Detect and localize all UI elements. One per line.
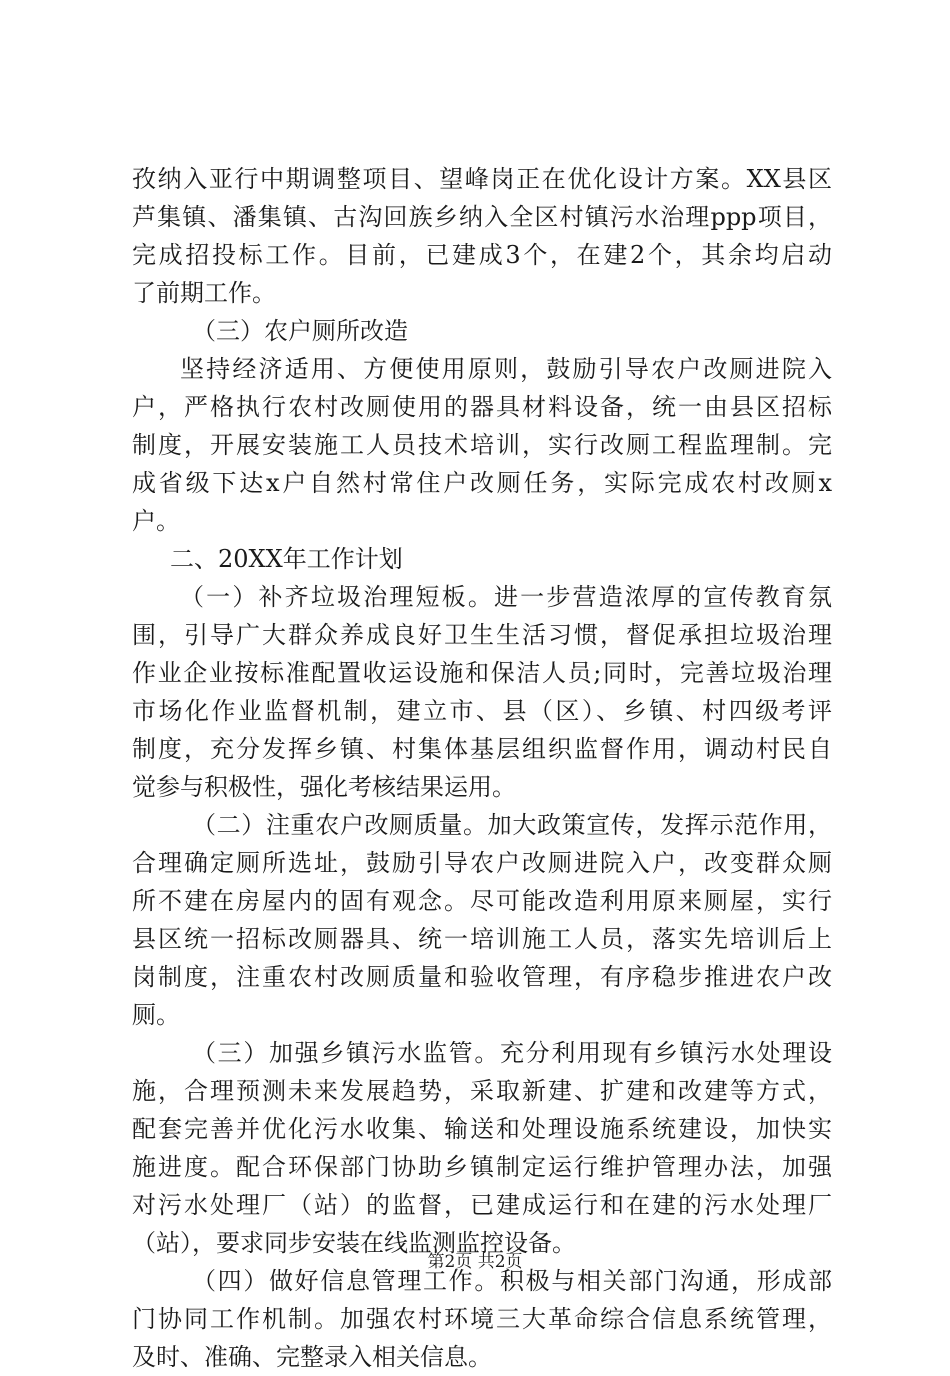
text-line: 县区统一招标改厕器具、统一培训施工人员，落实先培训后上 <box>132 925 832 953</box>
text-line: 配套完善并优化污水收集、输送和处理设施系统建设，加快实 <box>132 1115 832 1143</box>
text-line: 制度，充分发挥乡镇、村集体基层组织监督作用，调动村民自 <box>132 735 832 763</box>
text-line: 芦集镇、潘集镇、古沟回族乡纳入全区村镇污水治理ppp项目， <box>132 203 832 231</box>
text-line: 了前期工作。 <box>132 279 276 307</box>
text-line: 厕。 <box>132 1001 180 1029</box>
text-line: 完成招投标工作。目前，已建成3个，在建2个，其余均启动 <box>132 241 832 269</box>
text-line: 作业企业按标准配置收运设施和保洁人员;同时，完善垃圾治理 <box>132 659 832 687</box>
text-line: 施进度。配合环保部门协助乡镇制定运行维护管理办法，加强 <box>132 1153 832 1181</box>
text-line: 坚持经济适用、方便使用原则，鼓励引导农户改厕进院入 <box>180 355 832 383</box>
text-line: 所不建在房屋内的固有观念。尽可能改造利用原来厕屋，实行 <box>132 887 832 915</box>
page-footer: 第2页 共2页 <box>427 1252 523 1272</box>
text-line: 门协同工作机制。加强农村环境三大革命综合信息系统管理， <box>132 1305 832 1333</box>
text-line: （站），要求同步安装在线监测监控设备。 <box>132 1229 576 1257</box>
text-line: （三）加强乡镇污水监管。充分利用现有乡镇污水处理设 <box>192 1039 832 1067</box>
text-line: 围，引导广大群众养成良好卫生生活习惯，督促承担垃圾治理 <box>132 621 832 649</box>
document-body <box>132 160 832 1376</box>
text-line: （一）补齐垃圾治理短板。进一步营造浓厚的宣传教育氛 <box>180 583 832 611</box>
text-line: 合理确定厕所选址，鼓励引导农户改厕进院入户，改变群众厕 <box>132 849 832 877</box>
text-line: 成省级下达x户自然村常住户改厕任务，实际完成农村改厕x <box>132 469 832 497</box>
text-line: 对污水处理厂（站）的监督，已建成运行和在建的污水处理厂 <box>132 1191 832 1219</box>
text-line: （四）做好信息管理工作。积极与相关部门沟通，形成部 <box>192 1267 832 1295</box>
text-line: （二）注重农户改厕质量。加大政策宣传，发挥示范作用， <box>192 811 832 839</box>
text-line: 户，严格执行农村改厕使用的器具材料设备，统一由县区招标 <box>132 393 832 421</box>
text-line: 觉参与积极性，强化考核结果运用。 <box>132 773 516 801</box>
text-line: 市场化作业监督机制，建立市、县（区）、乡镇、村四级考评 <box>132 697 832 725</box>
text-line: 户。 <box>132 507 180 535</box>
text-line: 施，合理预测未来发展趋势，采取新建、扩建和改建等方式， <box>132 1077 832 1105</box>
text-line: 岗制度，注重农村改厕质量和验收管理，有序稳步推进农户改 <box>132 963 832 991</box>
text-line: 孜纳入亚行中期调整项目、望峰岗正在优化设计方案。XX县区 <box>132 165 832 193</box>
text-line: 二、20XX年工作计划 <box>170 545 403 573</box>
text-line: 及时、准确、完整录入相关信息。 <box>132 1343 492 1371</box>
text-line: 制度，开展安装施工人员技术培训，实行改厕工程监理制。完 <box>132 431 832 459</box>
text-line: （三）农户厕所改造 <box>192 317 408 345</box>
